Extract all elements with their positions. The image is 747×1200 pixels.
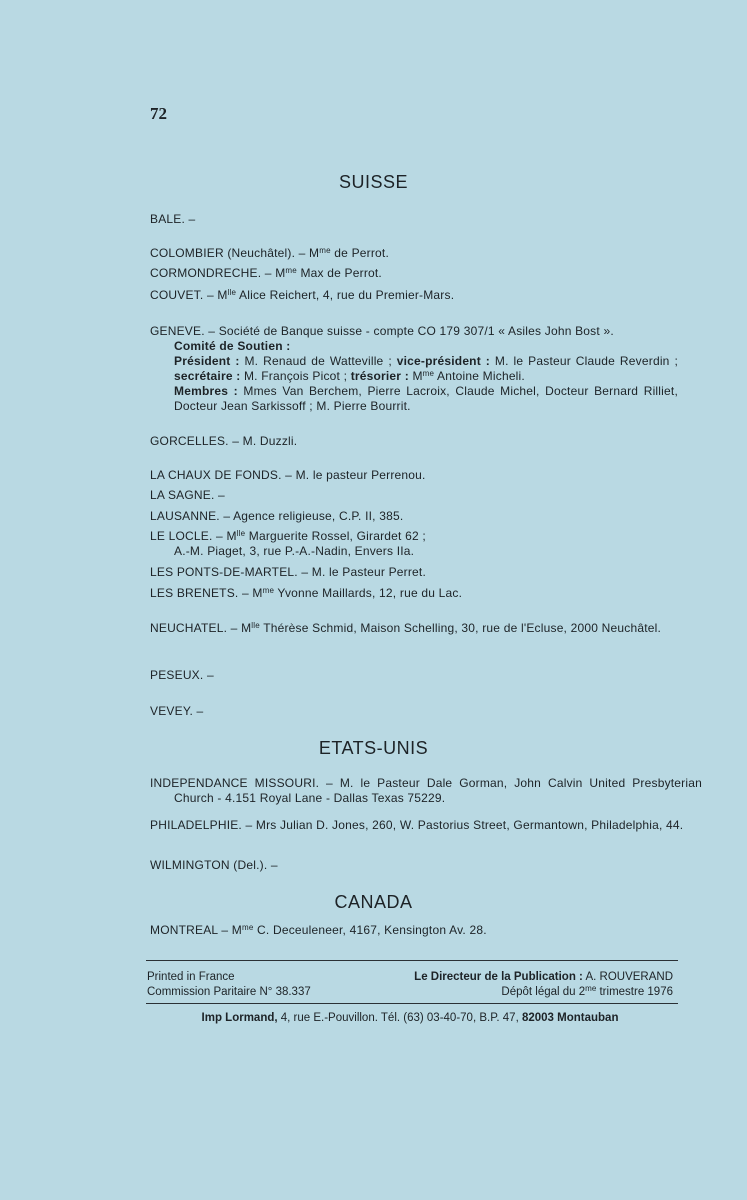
- entry-neuchatel: NEUCHATEL. – $M^{lle}$ Thérèse Schmid, Maison Schelling, 30, rue de l'Ecluse, 2000 Neuchâtel.: [150, 621, 662, 635]
- footer-printed: Printed in France: [147, 971, 235, 983]
- entry-gorcelles: GORCELLES. – M. Duzzli.: [150, 434, 298, 448]
- entry-la-chaux-de-fonds: LA CHAUX DE FONDS. – M. le pasteur Perrenou.: [150, 468, 426, 482]
- entry-couvet: COUVET. – $M^{lle}$ Alice Reichert, 4, rue du Premier-Mars.: [150, 288, 455, 302]
- entry-independance: INDEPENDANCE MISSOURI. – M. le Pasteur Dale Gorman, John Calvin United Presbyterian Church - 4.151 Royal Lane - Dallas Texas 75229.: [150, 776, 702, 805]
- footer-line-2: [147, 985, 673, 999]
- footer-imprimeur: Imp Lormand, 4, rue E.-Pouvillon. Tél. (63) 03-40-70, B.P. 47, 82003 Montauban: [201, 1012, 619, 1024]
- entry-le-locle: LE LOCLE. – $M^{lle}$ Marguerite Rossel, Girardet 62 ; A.-M. Piaget, 3, rue P.-A.-Nadin, Envers IIa.: [150, 529, 426, 558]
- footer-rule-bottom: [146, 1003, 678, 1004]
- footer-depot: Dépôt légal du $2^{me}$ trimestre 1976: [501, 984, 673, 998]
- entry-geneve: [150, 324, 678, 414]
- geneve-membres: Membres : Mmes Van Berchem, Pierre Lacroix, Claude Michel, Docteur Bernard Rilliet, Docteur Jean Sarkissoff ; M. Pierre Bourrit.: [174, 384, 678, 413]
- footer-directeur: Le Directeur de la Publication : A. ROUVERAND: [414, 971, 673, 983]
- entry-la-sagne: LA SAGNE. –: [150, 488, 225, 502]
- entry-colombier: COLOMBIER (Neuchâtel). – $M^{me}$ de Perrot.: [150, 246, 389, 260]
- entry-les-brenets: LES BRENETS. – $M^{me}$ Yvonne Maillards, 12, rue du Lac.: [150, 586, 463, 600]
- footer-line-1: [147, 970, 673, 984]
- page-number: 72: [150, 104, 167, 123]
- geneve-comite: Comité de Soutien :: [174, 339, 291, 353]
- entry-wilmington: WILMINGTON (Del.). –: [150, 858, 278, 872]
- entry-peseux: PESEUX. –: [150, 668, 214, 682]
- heading-etats-unis: ETATS-UNIS: [318, 738, 429, 758]
- entry-ponts-de-martel: LES PONTS-DE-MARTEL. – M. le Pasteur Perret.: [150, 565, 426, 579]
- footer-commission: Commission Paritaire N° 38.337: [147, 986, 311, 998]
- geneve-bank-line: GENEVE. – Société de Banque suisse - compte CO 179 307/1 « Asiles John Bost ».: [150, 324, 614, 338]
- geneve-officers: Président : M. Renaud de Watteville ; vice-président : M. le Pasteur Claude Reverdin ; secrétaire : M. François Picot ; trésorier : $M^{me}$ Antoine Micheli.: [174, 354, 678, 383]
- entry-cormondreche: CORMONDRECHE. – $M^{me}$ Max de Perrot.: [150, 266, 382, 280]
- entry-lausanne: LAUSANNE. – Agence religieuse, C.P. II, 385.: [150, 509, 404, 523]
- footer-rule-top: [146, 960, 678, 961]
- entry-philadelphie: PHILADELPHIE. – Mrs Julian D. Jones, 260, W. Pastorius Street, Germantown, Philadelphia, 44.: [150, 818, 684, 832]
- entry-vevey: VEVEY. –: [150, 704, 204, 718]
- entry-bale: BALE. –: [150, 212, 196, 226]
- heading-suisse: SUISSE: [338, 172, 409, 192]
- entry-montreal: MONTREAL – $M^{me}$ C. Deceuleneer, 4167, Kensington Av. 28.: [150, 923, 487, 937]
- heading-canada: CANADA: [334, 892, 413, 912]
